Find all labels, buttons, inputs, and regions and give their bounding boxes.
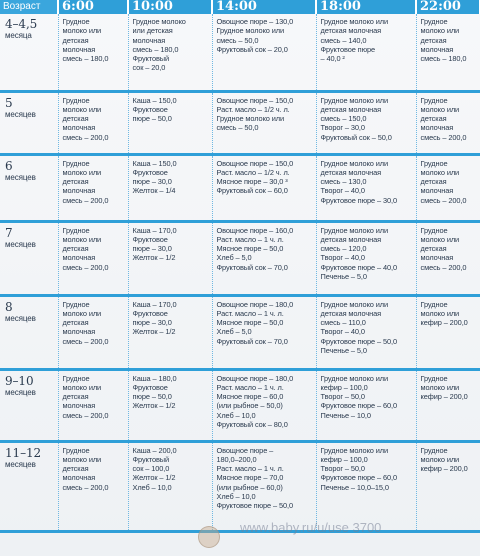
meal-line: Желток – 1/2 xyxy=(132,473,176,483)
meal-line: Каша – 200,0 xyxy=(132,445,177,455)
meal-line: смесь – 130,0 xyxy=(320,177,367,187)
meal-cell xyxy=(416,221,480,295)
meal-line: молоко или xyxy=(62,382,102,392)
meal-line: пюре – 50,0 xyxy=(132,114,172,124)
meal-cell xyxy=(316,221,416,295)
meal-line: Каша – 150,0 xyxy=(132,158,177,168)
meal-line: Фруктовое пюре – 40,0 xyxy=(320,262,397,272)
meal-line: Овощное пюре – 150,0 xyxy=(216,95,294,105)
meal-line: Раст. масло – 1 ч. л. xyxy=(216,382,284,392)
meal-cell xyxy=(416,154,480,221)
meal-line: Грудное молоко или xyxy=(320,95,389,105)
meal-cell xyxy=(58,295,128,369)
table-row xyxy=(0,369,480,441)
meal-line: Овощное пюре – 180,0 xyxy=(216,299,294,309)
meal-line: детская молочная xyxy=(320,26,382,36)
meal-line: молоко или xyxy=(62,167,102,177)
meal-line: Печенье – 5,0 xyxy=(320,345,367,355)
meal-line: Мясное пюре – 30,0 ³ xyxy=(216,177,288,187)
meal-cell xyxy=(316,14,416,91)
age-cell xyxy=(0,154,58,221)
meal-line: молочная xyxy=(62,401,96,411)
meal-line: пюре – 30,0 xyxy=(132,177,172,187)
meal-line: детская xyxy=(420,114,447,124)
meal-line: Грудное xyxy=(420,225,448,235)
meal-cell xyxy=(58,369,128,441)
meal-line: молоко или xyxy=(62,454,102,464)
meal-line: Хлеб – 5,0 xyxy=(216,253,252,263)
header-time-5: 22:00 xyxy=(416,0,480,14)
meal-line: смесь – 50,0 xyxy=(216,123,259,133)
meal-cell xyxy=(212,14,316,91)
meal-line: молочная xyxy=(420,44,454,54)
meal-line: смесь – 200,0 xyxy=(420,195,467,205)
meal-line: молочная xyxy=(62,473,96,483)
meal-line: смесь – 200,0 xyxy=(62,262,109,272)
meal-line: Печенье – 10,0–15,0 xyxy=(320,482,389,492)
meal-line: Раст. масло – 1 ч. л. xyxy=(216,308,284,318)
meal-line: молочная xyxy=(420,253,454,263)
meal-line: смесь – 120,0 xyxy=(320,244,367,254)
meal-cell xyxy=(316,441,416,531)
age-cell xyxy=(0,221,58,295)
meal-line: детская xyxy=(420,35,447,45)
meal-line: смесь – 110,0 xyxy=(320,318,366,328)
meal-line: молоко или xyxy=(62,26,102,36)
meal-line: Творог – 40,0 xyxy=(320,253,365,263)
meal-line: Грудное молоко или xyxy=(216,114,285,124)
meal-line: Грудное молоко или xyxy=(216,26,285,36)
table-row xyxy=(0,441,480,531)
meal-line: кефир – 200,0 xyxy=(420,318,468,328)
meal-line: Раст. масло – 1/2 ч. л. xyxy=(216,167,290,177)
meal-line: Грудное xyxy=(420,17,448,26)
meal-line: молочная xyxy=(62,44,96,54)
meal-line: Творог – 50,0 xyxy=(320,392,365,402)
meal-line: детская молочная xyxy=(320,234,382,244)
meal-line: Фруктовый xyxy=(132,454,170,464)
meal-cell xyxy=(128,154,212,221)
meal-line: смесь – 200,0 xyxy=(62,410,109,420)
header-time-2: 10:00 xyxy=(128,0,212,14)
meal-cell xyxy=(128,91,212,154)
meal-cell xyxy=(58,154,128,221)
meal-cell xyxy=(212,441,316,531)
meal-line: кефир – 100,0 xyxy=(320,454,368,464)
meal-line: (или рыбное – 60,0) xyxy=(216,482,283,492)
meal-line: Грудное молоко xyxy=(132,17,186,26)
meal-line: Фруктовое xyxy=(132,382,168,392)
watermark-avatar xyxy=(198,526,220,548)
meal-line: молоко или xyxy=(420,234,460,244)
meal-line: детская xyxy=(62,392,89,402)
meal-line: Овощное пюре – 150,0 xyxy=(216,158,294,168)
meal-line: Грудное xyxy=(420,373,448,383)
meal-line: Каша – 170,0 xyxy=(132,299,177,309)
meal-cell xyxy=(128,14,212,91)
meal-cell xyxy=(316,91,416,154)
meal-line: смесь – 200,0 xyxy=(62,336,109,346)
meal-line: Фруктовое xyxy=(132,308,168,318)
header-age: Возраст xyxy=(0,0,58,14)
meal-line: кефир – 100,0 xyxy=(320,382,368,392)
age-cell xyxy=(0,369,58,441)
meal-line: Грудное xyxy=(420,95,448,105)
table-row xyxy=(0,295,480,369)
meal-line: Хлеб – 5,0 xyxy=(216,327,252,337)
meal-cell xyxy=(58,91,128,154)
table-row xyxy=(0,221,480,295)
meal-line: молоко или xyxy=(420,382,460,392)
meal-line: Грудное xyxy=(62,225,90,235)
meal-line: детская xyxy=(62,318,89,328)
meal-cell xyxy=(316,369,416,441)
meal-cell xyxy=(212,295,316,369)
meal-line: Грудное молоко или xyxy=(320,17,389,26)
age-cell xyxy=(0,14,58,91)
meal-line: молоко или xyxy=(62,308,102,318)
meal-line: молоко или xyxy=(62,104,102,114)
meal-line: Овощное пюре – 130,0 xyxy=(216,17,294,26)
meal-line: Печенье – 5,0 xyxy=(320,271,367,281)
meal-line: Фруктовый сок – 60,0 xyxy=(216,186,288,196)
meal-cell xyxy=(316,295,416,369)
meal-line: молочная xyxy=(420,123,454,133)
meal-line: кефир – 200,0 xyxy=(420,392,468,402)
meal-line: молоко или xyxy=(420,454,460,464)
meal-line: детская xyxy=(62,244,89,254)
meal-line: Каша – 180,0 xyxy=(132,373,177,383)
meal-line: Фруктовое xyxy=(132,167,168,177)
meal-line: Мясное пюре – 50,0 xyxy=(216,318,284,328)
age-value: 8 xyxy=(5,299,13,314)
age-unit: месяцев xyxy=(5,387,36,397)
meal-line: Фруктовый сок – 70,0 xyxy=(216,262,288,272)
meal-line: смесь – 140,0 xyxy=(320,35,367,45)
meal-line: смесь – 180,0 xyxy=(420,54,467,64)
meal-line: детская xyxy=(420,244,447,254)
meal-line: сок – 20,0 xyxy=(132,63,166,73)
meal-line: Фруктовое пюре – 30,0 xyxy=(320,195,397,205)
meal-line: – 40,0 ² xyxy=(320,54,345,64)
meal-line: Фруктовое пюре xyxy=(320,44,376,54)
meal-line: Фруктовое пюре – 50,0 xyxy=(320,336,397,346)
meal-cell xyxy=(212,154,316,221)
meal-line: Фруктовый сок – 80,0 xyxy=(216,419,288,429)
age-unit: месяцев xyxy=(5,459,36,469)
meal-cell xyxy=(58,441,128,531)
meal-line: Фруктовое xyxy=(132,104,168,114)
age-value: 5 xyxy=(5,95,13,110)
meal-line: Грудное xyxy=(62,158,90,168)
meal-line: Грудное xyxy=(420,158,448,168)
meal-line: Творог – 40,0 xyxy=(320,186,365,196)
meal-line: Желток – 1/2 xyxy=(132,253,176,263)
meal-line: Желток – 1/2 xyxy=(132,327,176,337)
meal-cell xyxy=(416,91,480,154)
meal-line: Мясное пюре – 50,0 xyxy=(216,244,284,254)
meal-line: Мясное пюре – 70,0 xyxy=(216,473,284,483)
meal-line: молоко или xyxy=(420,308,460,318)
meal-line: Фруктовое пюре – 50,0 xyxy=(216,501,293,511)
table-row xyxy=(0,14,480,91)
meal-line: Творог – 30,0 xyxy=(320,123,365,133)
table-row xyxy=(0,154,480,221)
meal-line: Фруктовый сок – 50,0 xyxy=(320,132,392,142)
meal-line: молочная xyxy=(132,35,166,45)
meal-line: детская молочная xyxy=(320,167,382,177)
meal-line: молоко или xyxy=(420,26,460,36)
meal-line: Хлеб – 10,0 xyxy=(132,482,172,492)
meal-line: пюре – 30,0 xyxy=(132,244,172,254)
age-cell xyxy=(0,295,58,369)
age-value: 11–12 xyxy=(5,445,42,460)
age-unit: месяца xyxy=(5,31,32,40)
meal-line: детская xyxy=(62,464,89,474)
meal-line: молочная xyxy=(62,327,96,337)
meal-line: (или рыбное – 50,0) xyxy=(216,401,283,411)
meal-cell xyxy=(128,295,212,369)
age-cell xyxy=(0,441,58,531)
table-body xyxy=(0,14,480,531)
meal-line: Каша – 170,0 xyxy=(132,225,177,235)
meal-line: Желток – 1/4 xyxy=(132,186,176,196)
meal-cell xyxy=(416,441,480,531)
watermark-text: www.baby.ru/u/use 3700 xyxy=(240,520,382,535)
meal-line: Грудное молоко или xyxy=(320,299,389,309)
meal-line: детская xyxy=(420,177,447,187)
meal-line: смесь – 180,0 xyxy=(62,54,109,64)
meal-line: молоко или xyxy=(62,234,102,244)
meal-line: пюре – 50,0 xyxy=(132,392,172,402)
age-unit: месяцев xyxy=(5,313,36,323)
age-unit: месяцев xyxy=(5,172,36,182)
meal-line: молоко или xyxy=(420,167,460,177)
meal-line: молоко или xyxy=(420,104,460,114)
meal-line: кефир – 200,0 xyxy=(420,464,468,474)
meal-line: Фруктовый сок – 70,0 xyxy=(216,336,288,346)
meal-cell xyxy=(58,221,128,295)
meal-line: Грудное xyxy=(62,17,90,26)
table-row xyxy=(0,91,480,154)
meal-cell xyxy=(316,154,416,221)
meal-line: Каша – 150,0 xyxy=(132,95,177,105)
meal-cell xyxy=(128,441,212,531)
meal-line: Фруктовый сок – 20,0 xyxy=(216,44,288,54)
meal-line: Грудное xyxy=(420,445,448,455)
meal-cell xyxy=(416,369,480,441)
header-time-3: 14:00 xyxy=(212,0,316,14)
meal-line: Овощное пюре – 180,0 xyxy=(216,373,294,383)
meal-line: Печенье – 10,0 xyxy=(320,410,371,420)
age-unit: месяцев xyxy=(5,239,36,249)
meal-cell xyxy=(212,221,316,295)
header-time-4: 18:00 xyxy=(316,0,416,14)
meal-line: детская xyxy=(62,114,89,124)
meal-cell xyxy=(58,14,128,91)
meal-line: Грудное молоко или xyxy=(320,445,389,455)
meal-line: детская молочная xyxy=(320,308,382,318)
meal-line: Раст. масло – 1 ч. л. xyxy=(216,234,284,244)
meal-line: Грудное xyxy=(62,95,90,105)
meal-line: смесь – 180,0 xyxy=(132,44,179,54)
meal-line: молочная xyxy=(62,186,96,196)
meal-line: молочная xyxy=(62,123,96,133)
meal-line: Мясное пюре – 60,0 xyxy=(216,392,284,402)
age-value: 9–10 xyxy=(5,373,34,388)
meal-line: Фруктовое пюре – 60,0 xyxy=(320,401,397,411)
meal-line: Фруктовое xyxy=(132,234,168,244)
meal-line: Грудное xyxy=(62,445,90,455)
age-unit: месяцев xyxy=(5,109,36,119)
age-value: 7 xyxy=(5,225,13,240)
meal-line: смесь – 50,0 xyxy=(216,35,259,45)
meal-line: Творог – 50,0 xyxy=(320,464,365,474)
meal-cell xyxy=(416,14,480,91)
meal-line: смесь – 200,0 xyxy=(62,132,109,142)
meal-line: смесь – 200,0 xyxy=(62,195,109,205)
meal-cell xyxy=(212,91,316,154)
meal-line: Грудное xyxy=(420,299,448,309)
meal-line: Раст. масло – 1/2 ч. л. xyxy=(216,104,290,114)
meal-line: Раст. масло – 1 ч. л. xyxy=(216,464,284,474)
meal-line: смесь – 200,0 xyxy=(62,482,109,492)
meal-line: смесь – 200,0 xyxy=(420,262,467,272)
meal-line: Фруктовое пюре – 60,0 xyxy=(320,473,397,483)
meal-line: Грудное молоко или xyxy=(320,373,389,383)
meal-line: Грудное молоко или xyxy=(320,225,389,235)
header-time-1: 6:00 xyxy=(58,0,128,14)
meal-line: Фруктовый xyxy=(132,54,170,64)
meal-line: Хлеб – 10,0 xyxy=(216,410,256,420)
meal-cell xyxy=(212,369,316,441)
meal-line: детская xyxy=(62,35,89,45)
meal-cell xyxy=(416,295,480,369)
meal-line: детская xyxy=(62,177,89,187)
meal-line: 180,0–200,0 xyxy=(216,454,257,464)
meal-line: Хлеб – 10,0 xyxy=(216,491,256,501)
meal-cell xyxy=(128,369,212,441)
meal-line: пюре – 30,0 xyxy=(132,318,172,328)
age-value: 6 xyxy=(5,158,13,173)
meal-line: смесь – 200,0 xyxy=(420,132,467,142)
meal-line: сок – 100,0 xyxy=(132,464,170,474)
meal-line: Овощное пюре – xyxy=(216,445,274,455)
age-value: 4–4,5 xyxy=(5,17,38,31)
meal-line: Грудное молоко или xyxy=(320,158,389,168)
meal-line: Творог – 40,0 xyxy=(320,327,365,337)
meal-line: Желток – 1/2 xyxy=(132,401,176,411)
meal-line: Овощное пюре – 160,0 xyxy=(216,225,294,235)
header-row xyxy=(0,0,480,14)
meal-cell xyxy=(128,221,212,295)
meal-line: Грудное xyxy=(62,373,90,383)
meal-line: Грудное xyxy=(62,299,90,309)
meal-line: смесь – 150,0 xyxy=(320,114,367,124)
meal-line: молочная xyxy=(62,253,96,263)
meal-line: или детская xyxy=(132,26,173,36)
meal-line: детская молочная xyxy=(320,104,382,114)
age-cell xyxy=(0,91,58,154)
meal-line: молочная xyxy=(420,186,454,196)
